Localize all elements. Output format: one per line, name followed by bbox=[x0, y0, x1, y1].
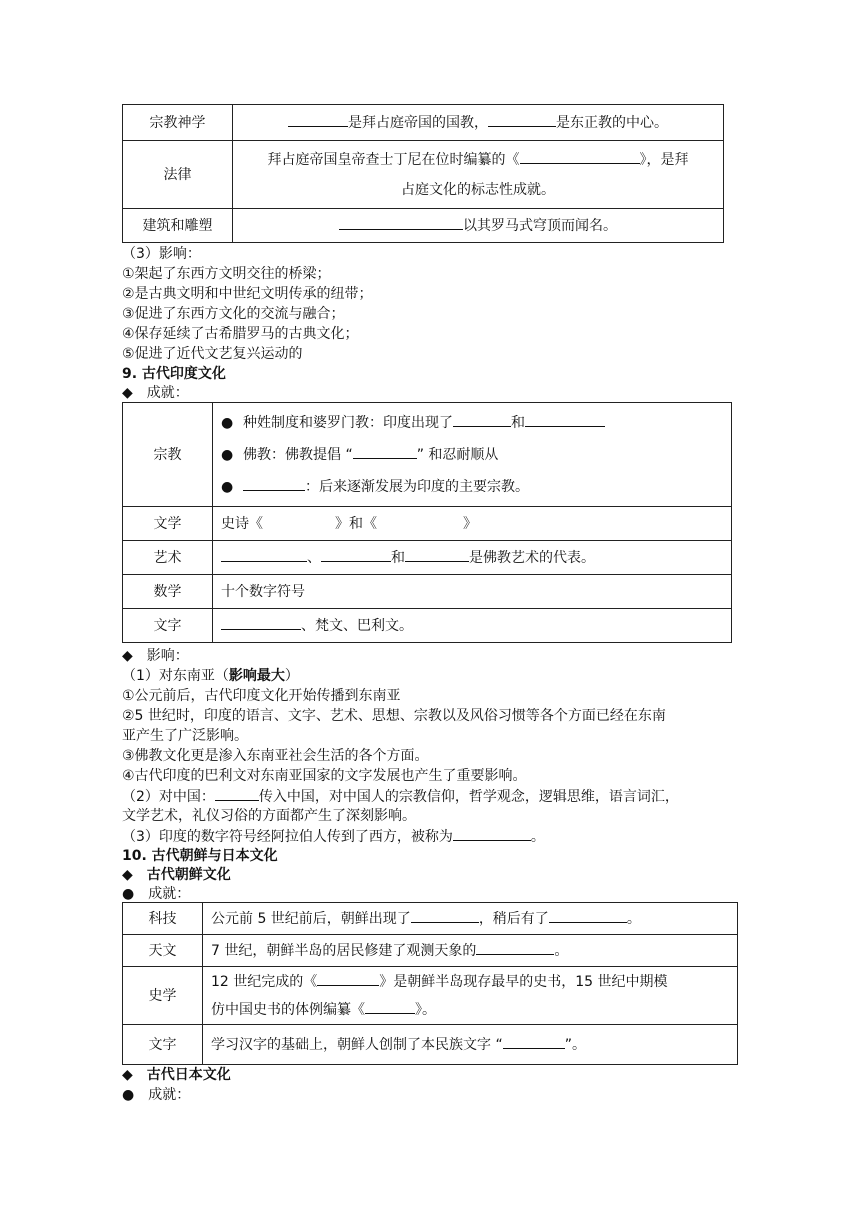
bullet-icon: ● bbox=[221, 414, 234, 431]
row-label: 史学 bbox=[123, 967, 203, 1025]
paragraph: 亚产生了广泛影响。 bbox=[122, 728, 248, 744]
row-label: 科技 bbox=[123, 903, 203, 935]
table-row bbox=[123, 609, 732, 643]
section-title: 9. 古代印度文化 bbox=[122, 366, 226, 382]
influence-china: （2）对中国： 传入中国，对中国人的宗教信仰，哲学观念，逻辑思维，语言词汇， bbox=[122, 786, 679, 807]
blank-field[interactable] bbox=[243, 476, 305, 491]
row-label: 天文 bbox=[123, 935, 203, 967]
row-content: 是拜占庭帝国的国教， 是东正教的中心。 bbox=[233, 105, 724, 141]
row-label: 文字 bbox=[123, 1025, 203, 1065]
list-item: ②是古典文明和中世纪文明传承的纽带； bbox=[122, 286, 373, 302]
table-row bbox=[123, 935, 738, 967]
blank-field[interactable] bbox=[405, 547, 469, 562]
india-table bbox=[122, 402, 732, 643]
blank-field[interactable] bbox=[215, 786, 259, 801]
blank-field[interactable] bbox=[288, 112, 348, 127]
table-row bbox=[123, 403, 732, 507]
row-label: 文学 bbox=[123, 507, 213, 541]
korea-table bbox=[122, 902, 738, 1065]
blank-field[interactable] bbox=[453, 826, 531, 841]
blank-field[interactable] bbox=[365, 999, 415, 1014]
blank-field[interactable] bbox=[525, 412, 605, 427]
blank-field[interactable] bbox=[321, 547, 391, 562]
influence-sea-heading: （1）对东南亚（影响最大） bbox=[122, 668, 299, 684]
blank-field[interactable] bbox=[520, 149, 640, 164]
list-item: ③促进了东西方文化的交流与融合； bbox=[122, 306, 345, 322]
row-label: 宗教 bbox=[123, 403, 213, 507]
table-row bbox=[123, 541, 732, 575]
blank-field[interactable] bbox=[339, 215, 463, 230]
section-title: 10. 古代朝鲜与日本文化 bbox=[122, 848, 278, 864]
row-content: 拜占庭帝国皇帝查士丁尼在位时编纂的《 》，是拜 占庭文化的标志性成就。 bbox=[233, 141, 724, 209]
achievements-label: ● 成就： bbox=[122, 1087, 191, 1103]
paragraph: ④古代印度的巴利文对东南亚国家的文字发展也产生了重要影响。 bbox=[122, 768, 527, 784]
influence-heading: （3）影响： bbox=[122, 246, 201, 262]
table-row bbox=[123, 903, 738, 935]
subsection-title: ◆ 古代日本文化 bbox=[122, 1067, 231, 1083]
row-label: 宗教神学 bbox=[123, 105, 233, 141]
row-content: 、 和 是佛教艺术的代表。 bbox=[213, 541, 732, 575]
row-label: 数学 bbox=[123, 575, 213, 609]
table-row bbox=[123, 141, 724, 209]
row-content: 十个数字符号 bbox=[213, 575, 732, 609]
achievements-label: ● 成就： bbox=[122, 886, 191, 902]
row-content: 12 世纪完成的《 》是朝鲜半岛现存最早的史书，15 世纪中期模 仿中国史书的体例编纂《 》。 bbox=[203, 967, 738, 1025]
paragraph: ③佛教文化更是渗入东南亚社会生活的各个方面。 bbox=[122, 748, 429, 764]
table-row bbox=[123, 507, 732, 541]
paragraph: ①公元前后，古代印度文化开始传播到东南亚 bbox=[122, 688, 401, 704]
row-content: 公元前 5 世纪前后，朝鲜出现了 ，稍后有了 。 bbox=[203, 903, 738, 935]
subsection-title: ◆ 古代朝鲜文化 bbox=[122, 867, 231, 883]
table-row bbox=[123, 105, 724, 141]
bullet-icon: ● bbox=[221, 478, 234, 495]
row-content: 学习汉字的基础上，朝鲜人创制了本民族文字 “ ”。 bbox=[203, 1025, 738, 1065]
byzantine-table bbox=[122, 104, 724, 243]
table-row bbox=[123, 575, 732, 609]
blank-field[interactable] bbox=[221, 615, 301, 630]
row-label: 建筑和雕塑 bbox=[123, 209, 233, 243]
blank-field[interactable] bbox=[549, 908, 627, 923]
blank-field[interactable] bbox=[453, 412, 511, 427]
blank-field[interactable] bbox=[317, 971, 379, 986]
row-label: 法律 bbox=[123, 141, 233, 209]
row-label: 文字 bbox=[123, 609, 213, 643]
paragraph: 文学艺术，礼仪习俗的方面都产生了深刻影响。 bbox=[122, 808, 416, 824]
row-content: 以其罗马式穹顶而闻名。 bbox=[233, 209, 724, 243]
blank-field[interactable] bbox=[503, 1034, 565, 1049]
blank-field[interactable] bbox=[221, 547, 307, 562]
table-row bbox=[123, 967, 738, 1025]
list-item: ⑤促进了近代文艺复兴运动的 bbox=[122, 346, 303, 362]
blank-field[interactable] bbox=[353, 444, 417, 459]
influence-west: （3）印度的数字符号经阿拉伯人传到了西方，被称为 。 bbox=[122, 826, 545, 847]
row-content: 7 世纪，朝鲜半岛的居民修建了观测天象的 。 bbox=[203, 935, 738, 967]
paragraph: ②5 世纪时，印度的语言、文字、艺术、思想、宗教以及风俗习惯等各个方面已经在东南 bbox=[122, 708, 666, 724]
blank-field[interactable] bbox=[488, 112, 556, 127]
achievements-label: ◆ 成就： bbox=[122, 385, 189, 401]
row-content: 史诗《 》和《 》 bbox=[213, 507, 732, 541]
row-label: 艺术 bbox=[123, 541, 213, 575]
blank-field[interactable] bbox=[411, 908, 479, 923]
table-row bbox=[123, 1025, 738, 1065]
influence-label: ◆ 影响： bbox=[122, 648, 189, 664]
list-item: ①架起了东西方文明交往的桥梁； bbox=[122, 266, 331, 282]
blank-field[interactable] bbox=[476, 940, 554, 955]
table-row bbox=[123, 209, 724, 243]
list-item: ④保存延续了古希腊罗马的古典文化； bbox=[122, 326, 359, 342]
bullet-icon: ● bbox=[221, 446, 234, 463]
row-content: 、梵文、巴利文。 bbox=[213, 609, 732, 643]
row-content: ● 种姓制度和婆罗门教：印度出现了 和 ● 佛教：佛教提倡 “ ” 和忍耐顺从 ● ：后来逐渐发展为印度的主要宗教。 bbox=[213, 403, 732, 507]
